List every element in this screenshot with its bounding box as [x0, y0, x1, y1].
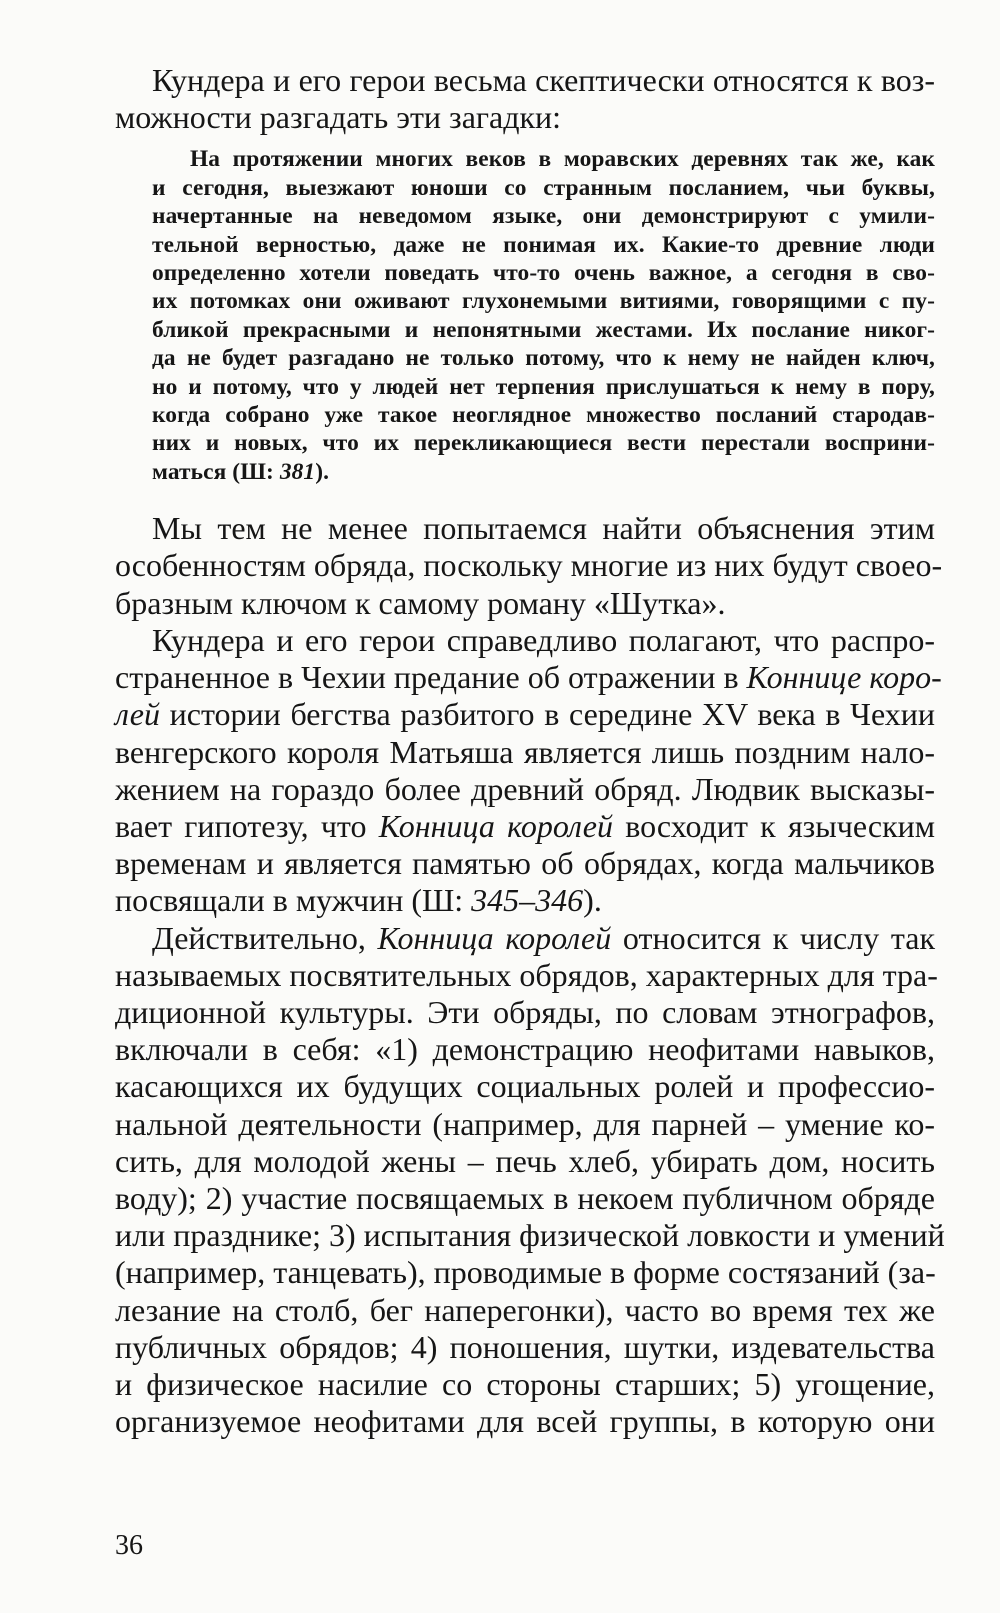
paragraph-1: [115, 510, 943, 622]
text-line: Кундера и его герои весьма скептически относятся к воз-: [152, 62, 935, 98]
quote-line: [152, 458, 935, 486]
text-line: (например, танцевать), проводимые в форме состязаний (за-: [115, 1254, 936, 1291]
text-line: бразным ключом к самому роману «Шутка».: [115, 584, 726, 621]
text-fragment: ).: [583, 882, 602, 919]
citation-page-ref: 345–346: [471, 882, 584, 919]
quote-line: начертанные на неведомом языке, они демонстрируют с умили-: [152, 203, 935, 230]
text-line: сить, для молодой жены – печь хлеб, убирать дом, носить: [115, 1142, 935, 1179]
italic-title: Конница королей: [378, 807, 614, 844]
text-fragment: вает гипотезу, что: [115, 807, 379, 844]
quote-line: их потомках они оживают глухонемыми витиями, говорящими с пу-: [152, 288, 935, 315]
text-line: касающихся их будущих социальных ролей и профессио-: [115, 1068, 935, 1105]
text-line: воду); 2) участие посвящаемых в некоем публичном обряде: [115, 1179, 935, 1216]
paragraph-3: [115, 919, 945, 1441]
intro-paragraph: [115, 62, 935, 136]
text-line: Мы тем не менее попытаемся найти объяснения этим: [152, 510, 935, 547]
quote-line: бликой прекрасными и непонятными жестами. Их послание никог-: [152, 316, 935, 343]
text-line: лезание на столб, бег наперегонки), часто во время тех же: [115, 1291, 935, 1328]
text-line: [115, 696, 935, 733]
text-fragment: Действительно,: [152, 919, 378, 956]
citation-page-ref: 381: [279, 458, 316, 485]
block-quote: [152, 145, 935, 486]
text-line: нальной деятельности (например, для парней – умение ко-: [115, 1105, 935, 1142]
quote-line: На протяжении многих веков в моравских деревнях так же, как: [190, 146, 935, 173]
page-number: 36: [115, 1530, 143, 1561]
text-line: Кундера и его герои справедливо полагают, что распро-: [152, 621, 935, 658]
text-line: жением на гораздо более древний обряд. Людвик высказы-: [115, 770, 935, 807]
quote-line: них и новых, что их перекликающиеся вести перестали восприни-: [152, 430, 935, 457]
text-fragment: страненное в Чехии предание об отражении в: [115, 659, 747, 696]
text-line: и физическое насилие со стороны старших; 5) угощение,: [115, 1365, 935, 1402]
text-line: называемых посвятительных обрядов, характерных для тра-: [115, 956, 938, 993]
quote-end-close: ).: [315, 458, 330, 485]
quote-line: да не будет разгадано не только потому, что к нему не найден ключ,: [152, 345, 935, 372]
text-fragment: относится к числу так: [611, 919, 936, 956]
text-line: [115, 920, 935, 957]
text-line: можности разгадать эти загадки:: [115, 99, 562, 136]
italic-title: лей: [115, 696, 160, 733]
quote-end-text: маться (Ш:: [152, 458, 280, 485]
quote-line: но и потому, что у людей нет терпения прислушаться к нему в пору,: [152, 373, 935, 400]
quote-line: тельной верностью, даже не понимая их. Какие-то древние люди: [152, 231, 935, 258]
page-content: [115, 62, 945, 1440]
italic-title: Конница королей: [377, 919, 612, 956]
text-line: [115, 659, 942, 696]
text-line: организуемое неофитами для всей группы, в которую они: [115, 1403, 935, 1440]
quote-line: определенно хотели поведать что-то очень важное, а сегодня в сво-: [152, 260, 935, 287]
text-line: венгерского короля Матьяша является лишь поздним нало-: [115, 733, 935, 770]
text-fragment: восходит к языческим: [613, 807, 936, 844]
paragraph-2: [115, 621, 942, 920]
text-line: [115, 882, 935, 919]
text-line: публичных обрядов; 4) поношения, шутки, издевательства: [115, 1328, 935, 1365]
text-fragment: истории бегства разбитого в середине XV века в Чехии: [159, 696, 935, 733]
text-line: диционной культуры. Эти обряды, по словам этнографов,: [115, 993, 935, 1030]
text-line: временам и является памятью об обрядах, когда мальчиков: [115, 845, 935, 882]
quote-line: когда собрано уже такое неоглядное множество посланий стародав-: [152, 402, 935, 429]
text-line: включали в себя: «1) демонстрацию неофитами навыков,: [115, 1031, 935, 1068]
italic-title: Коннице коро-: [746, 659, 942, 696]
text-line: или празднике; 3) испытания физической ловкости и умений: [115, 1217, 945, 1254]
text-line: [115, 808, 935, 845]
text-fragment: посвящали в мужчин (Ш:: [115, 882, 472, 919]
quote-line: и сегодня, выезжают юноши со странным посланием, чьи буквы,: [152, 174, 935, 201]
text-line: особенностям обряда, поскольку многие из них будут своео-: [115, 547, 943, 584]
